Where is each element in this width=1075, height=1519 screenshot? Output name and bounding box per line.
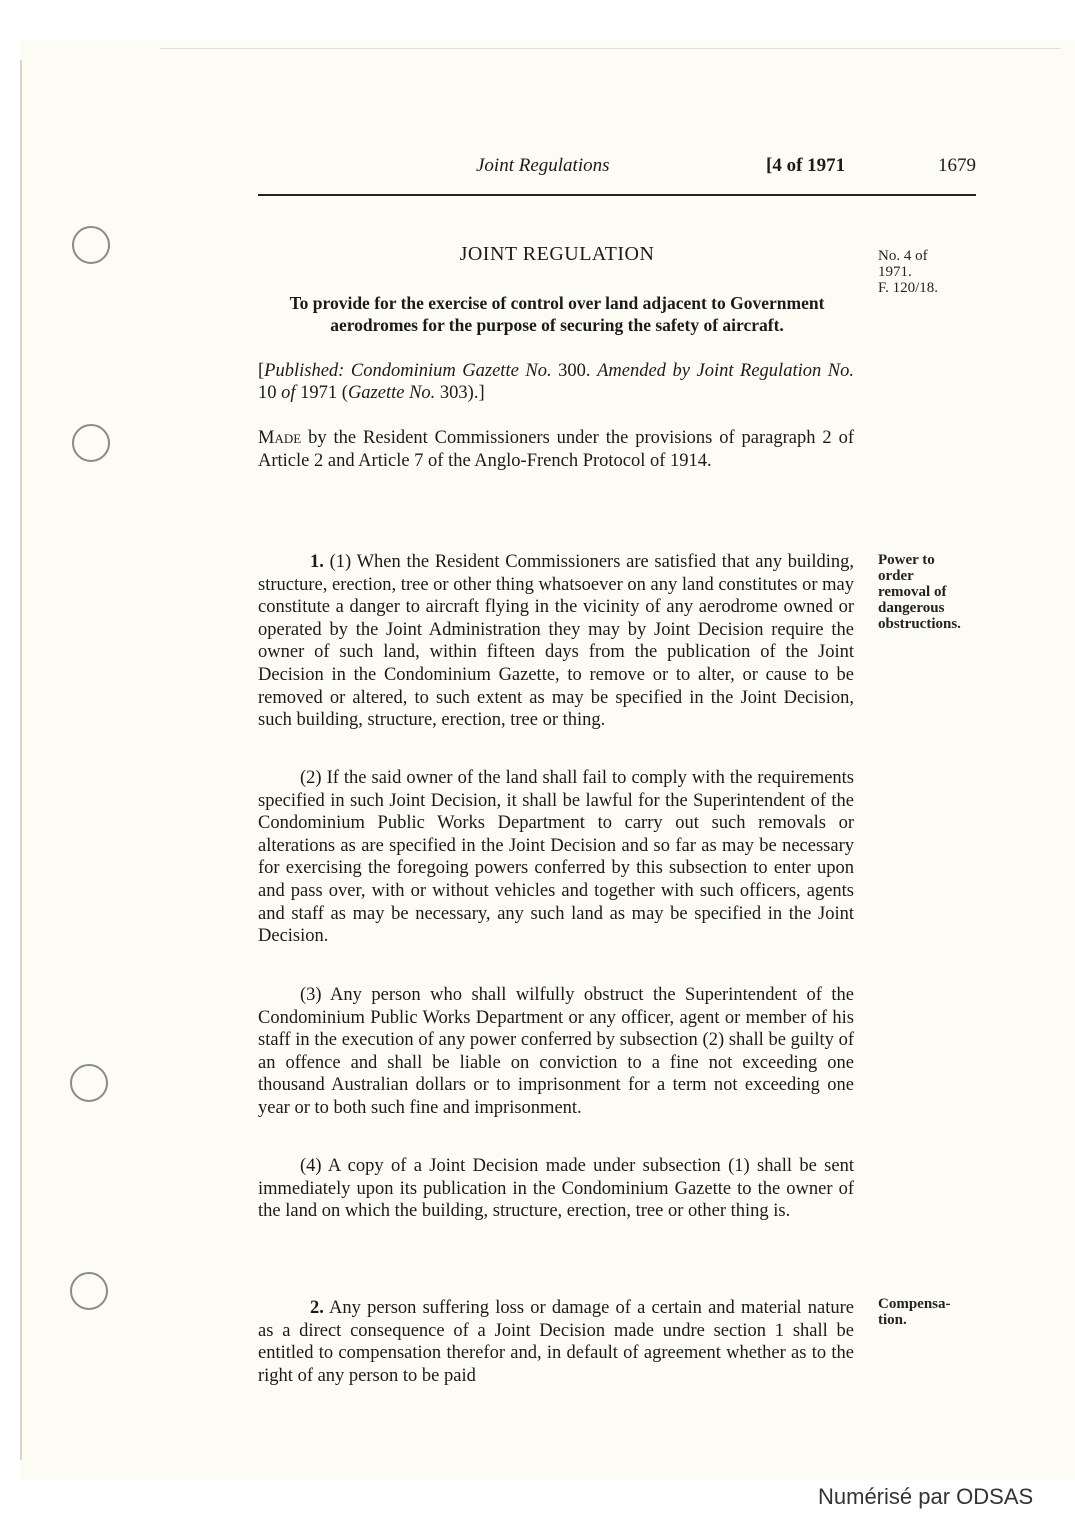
header-rule — [258, 194, 976, 196]
publication-note: [Published: Condominium Gazette No. 300. Amended by Joint Regulation No. 10 of 1971 (Gazette No. 303).] — [258, 361, 855, 403]
running-header-title: Joint Regulations — [476, 155, 610, 176]
section-1-subsection-2: (2) If the said owner of the land shall fail to comply with the requirements specified in such Joint Decision, it shall be lawful for the Superintendent of the Condominium Public Works Department to carry out such removals or alterations as are specified in the Joint Decision and so far as may be necessary for exercising the foregoing powers conferred by this subsection to enter upon and pass over, with or without vehicles and together with such officers, agents and staff as may be necessary, any such land as may be specified in the Joint Decision. — [258, 768, 855, 947]
punch-hole-icon — [72, 226, 110, 264]
enacting-clause: Made by the Resident Commissioners under the provisions of paragraph 2 of Article 2 and Article 7 of the Anglo-French Protocol of 1914. — [258, 428, 854, 471]
section-2: 2. Any person suffering loss or damage of a certain and material nature as a direct consequence of a Joint Decision made undre section 1 shall be entitled to compensation therefor and, in default of agreement whether as to the right of any person to be paid — [258, 1298, 854, 1386]
running-header-number: [4 of 1971 — [766, 155, 846, 176]
sheet-edge — [20, 60, 22, 1460]
section-1-subsection-1: 1. (1) When the Resident Commissioners are satisfied that any building, structure, erection, tree or other thing whatsoever on any land constitutes or may constitute a danger to aircraft flying in the vicinity of any aerodrome owned or operated by the Joint Administration they may by Joint Decision require the owner of such land, within fifteen days from the publication of the Joint Decision in the Condominium Gazette, to remove or to alter, or cause to be removed or altered, to such extent as may be specified in the Joint Decision, such building, structure, erection, tree or thing. — [258, 552, 855, 731]
section-1-subsection-4: (4) A copy of a Joint Decision made under subsection (1) shall be sent immediately upon its publication in the Condominium Gazette to the owner of the land on which the building, structure, erection, tree or other thing is. — [258, 1156, 854, 1222]
punch-hole-icon — [70, 1064, 108, 1102]
punch-hole-icon — [70, 1272, 108, 1310]
section-1-subsection-3: (3) Any person who shall wilfully obstruct the Superintendent of the Condominium Public Works Department or any officer, agent or member of his staff in the execution of any power conferred by subsection (2) shall be guilty of an offence and shall be liable on conviction to a fine not exceeding one thousand Australian dollars or to imprisonment for a term not exceeding one year or to both such fine and imprisonment. — [258, 985, 855, 1118]
page-number: 1679 — [938, 155, 976, 176]
margin-note-section-1: Power to order removal of dangerous obstructions. — [878, 552, 961, 632]
sheet-edge-top — [160, 48, 1060, 49]
document-subtitle: To provide for the exercise of control over land adjacent to Government aerodromes for the purpose of securing the safety of aircraft. — [289, 293, 825, 335]
margin-note-reference: No. 4 of 1971. F. 120/18. — [878, 248, 939, 296]
margin-note-section-2: Compensa- tion. — [878, 1296, 951, 1328]
scan-watermark: Numérisé par ODSAS — [818, 1484, 1034, 1509]
punch-hole-icon — [72, 424, 110, 462]
document-heading: JOINT REGULATION — [459, 243, 655, 265]
